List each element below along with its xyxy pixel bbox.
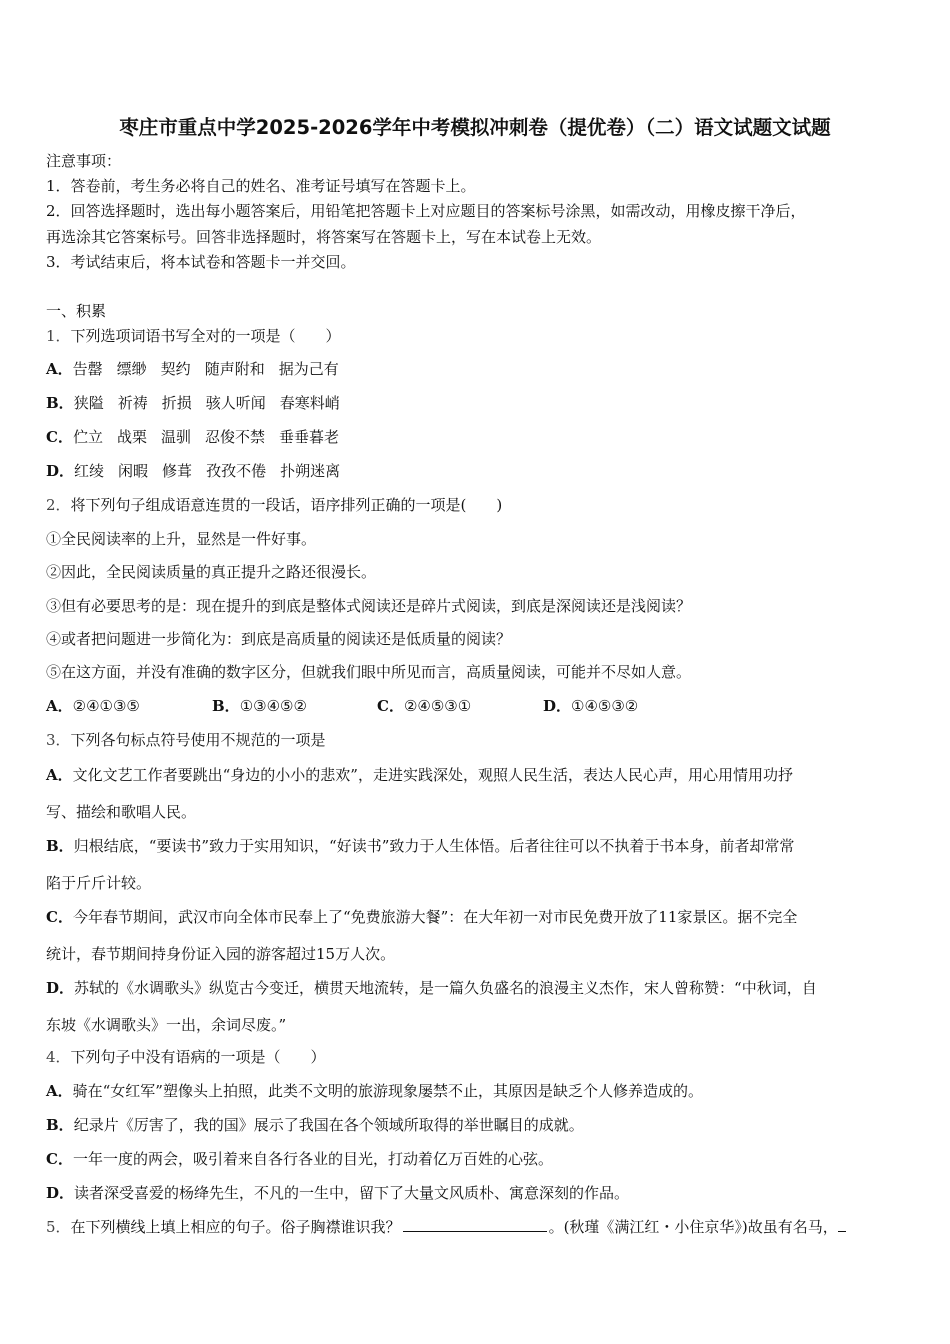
notice-item: 1．答卷前，考生务必将自己的姓名、准考证号填写在答题卡上。 bbox=[46, 177, 476, 195]
question-2-stem bbox=[46, 495, 502, 515]
option-word: 狭隘 bbox=[73, 394, 104, 412]
option-label: B． bbox=[212, 697, 240, 715]
option-label: D． bbox=[46, 1184, 75, 1202]
question-4-stem bbox=[46, 1047, 326, 1067]
question-text: 下列选项词语书写全对的一项是（ ） bbox=[70, 327, 341, 345]
notice-item: 2．回答选择题时，选出每小题答案后，用铅笔把答题卡上对应题目的答案标号涂黑，如需改动，用橡皮擦干净后， bbox=[46, 202, 806, 220]
option-word: 祈祷 bbox=[117, 394, 148, 412]
q1-option-d bbox=[46, 461, 354, 481]
question-number: 2． bbox=[46, 496, 71, 514]
option-word: 春寒料峭 bbox=[279, 394, 340, 412]
q2-option-a bbox=[46, 696, 140, 716]
option-word: 骇人听闻 bbox=[205, 394, 266, 412]
option-label: C． bbox=[46, 1150, 73, 1168]
option-word: 垂垂暮老 bbox=[279, 428, 340, 446]
option-label: C． bbox=[377, 697, 404, 715]
option-word: 契约 bbox=[160, 360, 191, 378]
option-label: C． bbox=[46, 428, 73, 446]
question-text: 在下列横线上填上相应的句子。俗子胸襟谁识我？ bbox=[70, 1218, 401, 1236]
option-text: 归根结底，“要读书”致力于实用知识，“好读书”致力于人生体悟。后者往往可以不执着于书本身，前者却常常 bbox=[73, 837, 795, 855]
q2-option-d bbox=[543, 696, 638, 716]
q3-option-c bbox=[46, 907, 797, 927]
option-word: 据为己有 bbox=[278, 360, 339, 378]
option-label: A． bbox=[46, 766, 73, 784]
option-text: ②④⑤③① bbox=[403, 697, 472, 715]
option-text: 文化文艺工作者要跳出“身边的小小的悲欢”，走进实践深处，观照人民生活，表达人民心声，用心用情用功抒 bbox=[72, 766, 793, 784]
option-text: ①④⑤③② bbox=[571, 697, 639, 715]
question-number: 4． bbox=[46, 1048, 71, 1066]
q3-option-b bbox=[46, 836, 794, 856]
option-label: C． bbox=[46, 908, 73, 926]
option-text: ②④①③⑤ bbox=[72, 697, 140, 715]
option-label: D． bbox=[543, 697, 572, 715]
question-text: 下列句子中没有语病的一项是（ ） bbox=[70, 1048, 326, 1066]
option-label: B． bbox=[46, 837, 74, 855]
option-label: D． bbox=[46, 979, 75, 997]
notice-item: 再选涂其它答案标号。回答非选择题时，将答案写在答题卡上，写在本试卷上无效。 bbox=[46, 228, 602, 246]
question-3-stem bbox=[46, 730, 326, 750]
q1-option-a bbox=[46, 359, 353, 379]
option-word: 伫立 bbox=[72, 428, 103, 446]
question-text: 将下列句子组成语意连贯的一段话，语序排列正确的一项是( ) bbox=[70, 496, 503, 514]
q4-option-a bbox=[46, 1081, 703, 1101]
option-label: D． bbox=[46, 462, 75, 480]
question-number: 5． bbox=[46, 1218, 71, 1236]
option-word: 战栗 bbox=[116, 428, 147, 446]
option-label: B． bbox=[46, 1116, 74, 1134]
q3-option-c-cont: 统计，春节期间持身份证入园的游客超过15万人次。 bbox=[46, 945, 396, 963]
q3-option-a bbox=[46, 765, 793, 785]
section-heading: 一、积累 bbox=[46, 302, 107, 320]
q2-sentence: ①全民阅读率的上升，显然是一件好事。 bbox=[46, 530, 317, 548]
q3-option-d-cont: 东坡《水调歌头》一出，余词尽废。” bbox=[46, 1016, 287, 1034]
option-word: 扑朔迷离 bbox=[280, 462, 341, 480]
option-word: 告罄 bbox=[72, 360, 103, 378]
question-1-stem bbox=[46, 326, 341, 346]
option-word: 红绫 bbox=[74, 462, 105, 480]
q2-sentence: ③但有必要思考的是：现在提升的到底是整体式阅读还是碎片式阅读，到底是深阅读还是浅阅读？ bbox=[46, 597, 692, 615]
q2-sentence: ②因此，全民阅读质量的真正提升之路还很漫长。 bbox=[46, 563, 377, 581]
option-word: 温驯 bbox=[160, 428, 191, 446]
option-word: 折损 bbox=[161, 394, 192, 412]
q1-option-c bbox=[46, 427, 353, 447]
q4-option-d bbox=[46, 1183, 629, 1203]
option-text: 骑在“女红军”塑像头上拍照，此类不文明的旅游现象屡禁不止，其原因是缺乏个人修养造成的。 bbox=[72, 1082, 703, 1100]
option-text: 苏轼的《水调歌头》纵览古今变迁，横贯天地流转，是一篇久负盛名的浪漫主义杰作，宋人曾称赞：“中秋词，自 bbox=[74, 979, 817, 997]
answer-blank[interactable] bbox=[403, 1217, 547, 1232]
q4-option-b bbox=[46, 1115, 584, 1135]
page-title: 枣庄市重点中学2025-2026学年中考模拟冲刺卷（提优卷）（二）语文试题文试题 bbox=[119, 116, 831, 139]
option-text: 纪录片《厉害了，我的国》展示了我国在各个领域所取得的举世瞩目的成就。 bbox=[73, 1116, 584, 1134]
option-label: A． bbox=[46, 1082, 73, 1100]
notice-heading: 注意事项： bbox=[46, 152, 122, 170]
q4-option-c bbox=[46, 1149, 553, 1169]
option-label: A． bbox=[46, 360, 73, 378]
q1-option-b bbox=[46, 393, 354, 413]
notice-item: 3．考试结束后，将本试卷和答题卡一并交回。 bbox=[46, 253, 356, 271]
q3-option-b-cont: 陷于斤斤计较。 bbox=[46, 874, 152, 892]
q3-option-a-cont: 写、描绘和歌唱人民。 bbox=[46, 803, 197, 821]
option-word: 随声附和 bbox=[204, 360, 265, 378]
option-text: 一年一度的两会，吸引着来自各行各业的目光，打动着亿万百姓的心弦。 bbox=[72, 1150, 553, 1168]
question-number: 1． bbox=[46, 327, 71, 345]
q2-option-b bbox=[212, 696, 307, 716]
q2-sentence: ⑤在这方面，并没有准确的数字区分，但就我们眼中所见而言，高质量阅读，可能并不尽如人意。 bbox=[46, 663, 692, 681]
q2-option-c bbox=[377, 696, 471, 716]
option-word: 忍俊不禁 bbox=[205, 428, 266, 446]
option-label: A． bbox=[46, 697, 73, 715]
option-word: 孜孜不倦 bbox=[206, 462, 267, 480]
question-number: 3． bbox=[46, 731, 71, 749]
option-word: 闲暇 bbox=[118, 462, 149, 480]
question-5-stem bbox=[46, 1217, 846, 1237]
option-word: 修葺 bbox=[162, 462, 193, 480]
option-text: ①③④⑤② bbox=[239, 697, 307, 715]
answer-blank[interactable] bbox=[838, 1217, 846, 1232]
question-text-cont: 。(秋瑾《满江红・小住京华》)故虽有名马， bbox=[548, 1218, 838, 1236]
option-text: 读者深受喜爱的杨绛先生，不凡的一生中，留下了大量文风质朴、寓意深刻的作品。 bbox=[74, 1184, 630, 1202]
q2-sentence: ④或者把问题进一步简化为：到底是高质量的阅读还是低质量的阅读？ bbox=[46, 630, 512, 648]
option-word: 缥缈 bbox=[116, 360, 147, 378]
q3-option-d bbox=[46, 978, 817, 998]
option-text: 今年春节期间，武汉市向全体市民奉上了“免费旅游大餐”：在大年初一对市民免费开放了11家景区。据不完全 bbox=[72, 908, 798, 926]
option-label: B． bbox=[46, 394, 74, 412]
question-text: 下列各句标点符号使用不规范的一项是 bbox=[70, 731, 326, 749]
